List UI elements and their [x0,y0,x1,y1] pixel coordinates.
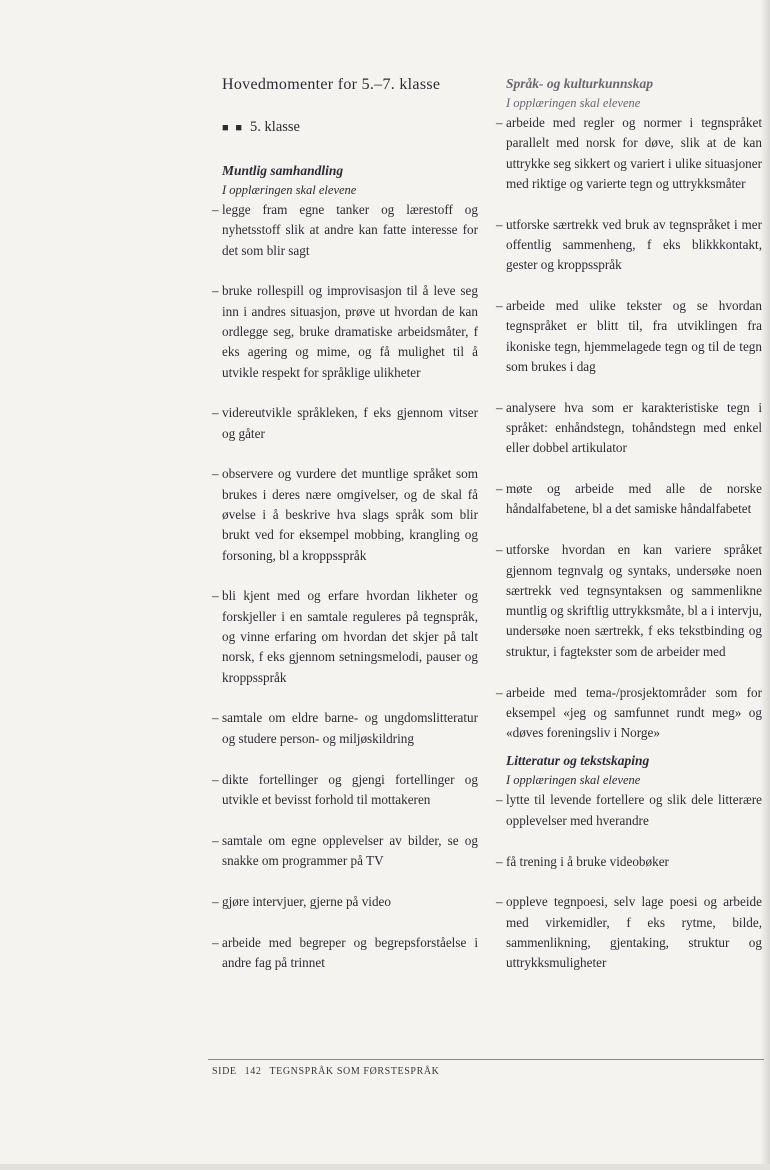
footer-divider [208,1059,764,1060]
section-subtitle: I opplæringen skal elevene [506,96,641,110]
page-heading: Hovedmomenter for 5.–7. klasse [222,76,441,93]
list-item: – utforske hvordan en kan variere språket gjennom tegnvalg og syntaks, undersøke noen særtrekk ved tegnsyntaksen og sammenlikne muntlig og skriftlig uttrykksmåte, bl a i intervju, undersøke noen særtrekk, f eks tekstbinding og struktur, i fagtekster som de arbeider med [506,540,762,662]
list-item: – oppleve tegnpoesi, selv lage poesi og arbeide med virkemidler, f eks rytme, bilde, sammenlikning, gjentaking, struktur og uttrykksmuligheter [506,892,762,973]
section-title: Litteratur og tekstskaping [506,753,650,769]
list-item: – gjøre intervjuer, gjerne på video [222,892,478,912]
list-item: – dikte fortellinger og gjengi fortellinger og utvikle et bevisst forhold til mottakeren [222,770,478,811]
list-item: – arbeide med begreper og begrepsforståelse i andre fag på trinnet [222,933,478,974]
list-item: – videreutvikle språkleken, f eks gjennom vitser og gåter [222,403,478,444]
list-item: – bruke rollespill og improvisasjon til å leve seg inn i andres situasjon, prøve ut hvordan de kan ordlegge seg, bruke dramatiske arbeidsmåter, f eks agering og mime, og få mulighet til å utvikle respekt for språklige ulikheter [222,281,478,382]
grade-squares-icon: ■ ■ [222,122,245,134]
right-column [506,74,762,994]
left-column [222,74,478,994]
section-title: Språk- og kulturkunnskap [506,76,654,91]
list-item: – samtale om eldre barne- og ungdomslitteratur og studere person- og miljøskildring [222,708,478,749]
list-item: – legge fram egne tanker og lærestoff og nyhetsstoff slik at andre kan fatte interesse for det som blir sagt [222,200,478,261]
left-item-list [222,200,478,973]
list-item: – møte og arbeide med alle de norske håndalfabetene, bl a det samiske håndalfabetet [506,479,762,520]
section-title: Muntlig samhandling [222,163,344,178]
list-item: – samtale om egne opplevelser av bilder, se og snakke om programmer på TV [222,831,478,872]
list-item: – få trening i å bruke videobøker [506,852,762,872]
list-item: – arbeide med regler og normer i tegnspråket parallelt med norsk for døve, slik at de kan uttrykke seg sikkert og variert i ulike situasjoner med riktige og varierte tegn og uttrykksmåter [506,113,762,194]
right-item-list-1 [506,113,762,743]
page-edge-bottom [0,1164,770,1170]
list-item: – arbeide med ulike tekster og se hvordan tegnspråket er blitt til, fra utviklingen fra ikoniske tegn, hjemmelagede tegn og til de tegn som brukes i dag [506,296,762,377]
list-item: – arbeide med tema-/prosjektområder som for eksempel «jeg og samfunnet rundt meg» og «døves foreningsliv i Norge» [506,683,762,744]
section-subtitle: I opplæringen skal elevene [222,183,357,197]
list-item: – observere og vurdere det muntlige språket som brukes i deres nære omgivelser, og de skal få øvelse i å beskrive hva slags språk som blir brukt ved for eksempel mobbing, krangling og forsoning, bl a kroppsspråk [222,464,478,565]
footer-side-label: SIDE [212,1066,237,1077]
list-item: – analysere hva som er karakteristiske tegn i språket: enhåndstegn, tohåndstegn med enkel eller dobbel artikulator [506,398,762,459]
page-number: 142 [244,1066,262,1077]
right-item-list-2 [506,790,762,973]
list-item: – utforske særtrekk ved bruk av tegnspråket i mer offentlig sammenheng, f eks blikkkontakt, gester og kroppsspråk [506,215,762,276]
grade-heading [222,116,478,139]
list-item: – lytte til levende fortellere og slik dele litterære opplevelser med hverandre [506,790,762,831]
book-title: TEGNSPRÅK SOM FØRSTESPRÅK [269,1066,440,1077]
page-footer [212,1066,447,1077]
grade-label: 5. klasse [250,119,300,135]
list-item: – bli kjent med og erfare hvordan likheter og forskjeller i en samtale reguleres på tegnspråk, og vinne erfaring om hvordan det skjer på talt norsk, f eks gjennom setningsmelodi, pauser og kroppsspråk [222,586,478,687]
section-subtitle: I opplæringen skal elevene [506,773,641,788]
